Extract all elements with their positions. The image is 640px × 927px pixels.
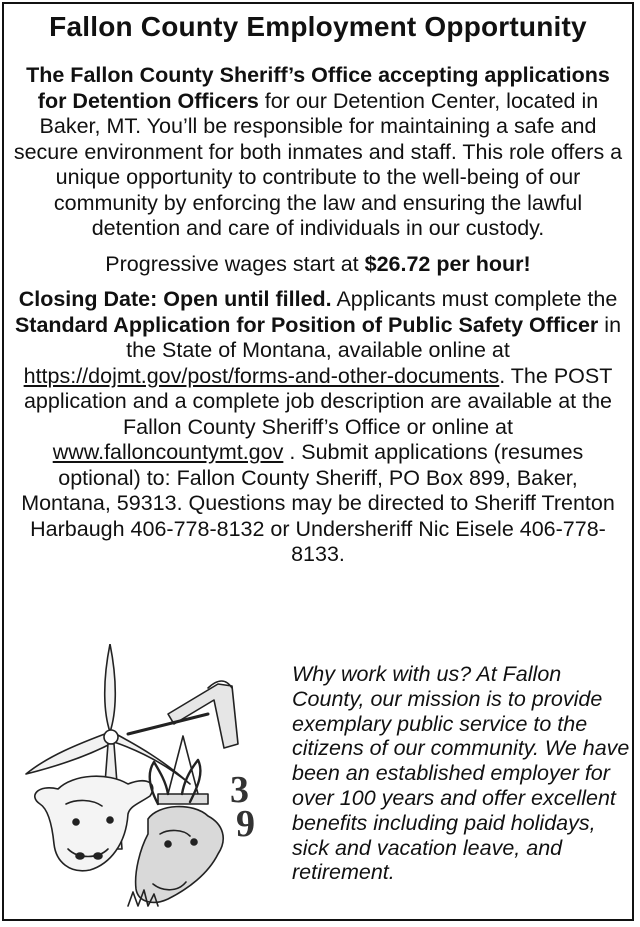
job-description-paragraph [4,63,632,242]
why-work-with-us: Why work with us? At Fallon County, our mission is to provide exemplary public service to the citizens of our community. We have been an established employer for over 100 years and offer excellent benefits including paid holidays, sick and vacation leave, and retirement. [292,662,630,885]
county-illustration [18,644,280,916]
job-description-text: for our Detention Center, located in Baker, MT. You’ll be responsible for maintaining a safe and secure environment for both inmates and staff. This role offers a unique opportunity to contribute to the well-being of our community by enforcing the law and ensuring the lawful detention and care of individuals in our custody. [13,88,623,240]
application-form-name: Standard Application for Position of Public Safety Officer [14,312,599,337]
application-text-2: in the State of Montana, available online at [126,312,622,362]
number-three: 3 [230,769,249,811]
job-headline: The Fallon County Sheriff’s Office accepting applications for Detention Officers [26,63,610,113]
application-text-1: Applicants must complete the [331,287,618,311]
county-website-link[interactable]: www.falloncountymt.gov [52,440,284,464]
cow-icon [35,776,153,871]
application-text-4: . Submit applications (resumes optional) to: Fallon County Sheriff, PO Box 899, Baker, Montana, 59313. Questions may be directed to Sheriff Trenton Harbaugh 406-778-8132 or Undersheriff Nic Eisele 406-778-8133. [21,440,615,566]
post-forms-link[interactable]: https://dojmt.gov/post/forms-and-other-documents [23,363,500,388]
wage-paragraph [4,252,632,278]
application-paragraph [4,287,632,568]
employment-ad [2,2,634,921]
application-text-3: . The POST application and a complete job description are available at the Fallon County Sheriff’s Office or online at [23,363,613,439]
wage-intro: Progressive wages start at [105,251,365,276]
number-nine: 9 [236,803,255,845]
ad-title: Fallon County Employment Opportunity [49,11,587,42]
closing-date: Closing Date: Open until filled. [18,287,332,311]
wage-amount: $26.72 per hour! [364,251,531,276]
bottom-section [4,644,632,919]
